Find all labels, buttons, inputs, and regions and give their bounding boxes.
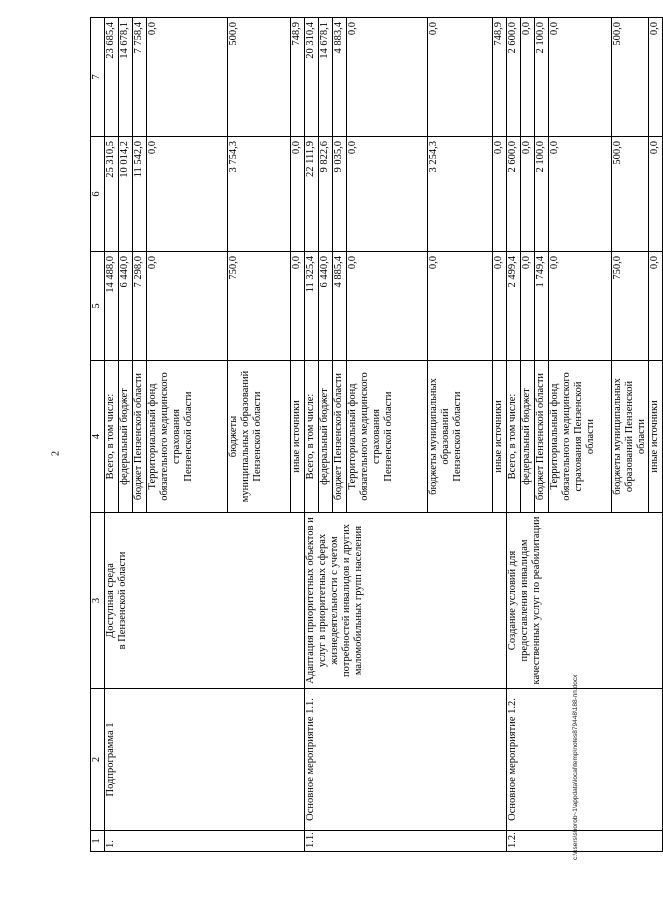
header-cell: 6 [91,137,105,252]
amount-v5: 2 499,4 [507,252,521,361]
amount-v6: 9 822,6 [319,137,333,252]
funding-source: Территориальный фонд обязательного медицинского страхования Пензенской области [347,361,428,513]
amount-v7: 4 883,4 [333,18,347,137]
amount-v6: 0,0 [649,137,663,252]
amount-v5: 0,0 [291,252,305,361]
funding-source: федеральный бюджет [319,361,333,513]
program-description: Доступная среда в Пензенской области [105,513,305,689]
amount-v7: 14 678,1 [319,18,333,137]
amount-v7: 2 600,0 [507,18,521,137]
program-name: Подпрограмма 1 [105,689,305,831]
footer-path-text: c:\users\shorob~1\appdata\local\temp\notes879448\188-пп.docx [572,674,579,860]
program-description: Адаптация приоритетных объектов и услуг в приоритетных сферах жизнедеятельности с учетом потребностей инвалидов и других маломобильных групп населения [305,513,507,689]
amount-v5: 4 885,4 [333,252,347,361]
amount-v7: 748,9 [291,18,305,137]
amount-v5: 750,0 [228,252,291,361]
amount-v5: 0,0 [549,252,612,361]
header-cell: 2 [91,689,105,831]
amount-v6: 2 600,0 [507,137,521,252]
rotated-table-container [90,18,661,852]
amount-v5: 1 749,4 [535,252,549,361]
funding-source: бюджеты муниципальных образований Пензенской области [228,361,291,513]
amount-v5: 0,0 [428,252,493,361]
amount-v5: 0,0 [493,252,507,361]
amount-v7: 0,0 [347,18,428,137]
amount-v6: 9 035,0 [333,137,347,252]
header-cell: 4 [91,361,105,513]
header-row [91,18,105,852]
amount-v5: 6 440,0 [319,252,333,361]
header-cell: 3 [91,513,105,689]
program-name: Основное мероприятие 1.1. [305,689,507,831]
amount-v7: 748,9 [493,18,507,137]
amount-v5: 0,0 [347,252,428,361]
amount-v6: 0,0 [521,137,535,252]
funding-source: бюджет Пензенской области [535,361,549,513]
funding-source: Всего, в том числе: [507,361,521,513]
amount-v5: 0,0 [147,252,228,361]
amount-v6: 22 111,9 [305,137,319,252]
funding-source: Всего, в том числе: [105,361,119,513]
program-name: Основное мероприятие 1.2. [507,689,663,831]
amount-v7: 0,0 [649,18,663,137]
amount-v6: 10 014,2 [119,137,133,252]
table-row [507,18,521,852]
amount-v6: 3 754,3 [228,137,291,252]
amount-v6: 25 310,5 [105,137,119,252]
amount-v7: 23 685,4 [105,18,119,137]
row-number: 1. [105,831,305,852]
funding-source: Территориальный фонд обязательного медицинского страхования Пензенской области [549,361,612,513]
amount-v7: 0,0 [521,18,535,137]
amount-v6: 11 542,0 [133,137,147,252]
funding-source: Всего, в том числе: [305,361,319,513]
header-cell: 7 [91,18,105,137]
header-cell: 1 [91,831,105,852]
table-row [305,18,319,852]
amount-v5: 6 440,0 [119,252,133,361]
amount-v7: 0,0 [147,18,228,137]
funding-source: иные источники [291,361,305,513]
amount-v5: 750,0 [612,252,649,361]
amount-v6: 0,0 [291,137,305,252]
funding-source: федеральный бюджет [521,361,535,513]
row-number: 1.2. [507,831,663,852]
funding-source: Территориальный фонд обязательного медицинского страхования Пензенской области [147,361,228,513]
program-description: Создание условий для предоставления инвалидам качественных услуг по реабилитации [507,513,663,689]
amount-v5: 11 325,4 [305,252,319,361]
amount-v7: 0,0 [428,18,493,137]
amount-v6: 0,0 [549,137,612,252]
page-number: 2 [50,451,62,456]
funding-source: бюджет Пензенской области [333,361,347,513]
funding-source: бюджеты муниципальных образований Пензенской области [612,361,649,513]
funding-source: иные источники [493,361,507,513]
amount-v7: 14 678,1 [119,18,133,137]
funding-source: иные источники [649,361,663,513]
amount-v6: 0,0 [493,137,507,252]
amount-v6: 3 254,3 [428,137,493,252]
amount-v5: 14 488,0 [105,252,119,361]
amount-v5: 7 298,0 [133,252,147,361]
row-number: 1.1. [305,831,507,852]
amount-v7: 7 758,4 [133,18,147,137]
amount-v6: 500,0 [612,137,649,252]
amount-v5: 0,0 [521,252,535,361]
amount-v7: 20 310,4 [305,18,319,137]
funding-source: бюджеты муниципальных образований Пензенской области [428,361,493,513]
amount-v7: 0,0 [549,18,612,137]
amount-v5: 0,0 [649,252,663,361]
amount-v7: 2 100,0 [535,18,549,137]
amount-v6: 0,0 [347,137,428,252]
table-row [105,18,119,852]
amount-v7: 500,0 [228,18,291,137]
header-cell: 5 [91,252,105,361]
funding-source: бюджет Пензенской области [133,361,147,513]
funding-source: федеральный бюджет [119,361,133,513]
amount-v6: 0,0 [147,137,228,252]
amount-v7: 500,0 [612,18,649,137]
amount-v6: 2 100,0 [535,137,549,252]
